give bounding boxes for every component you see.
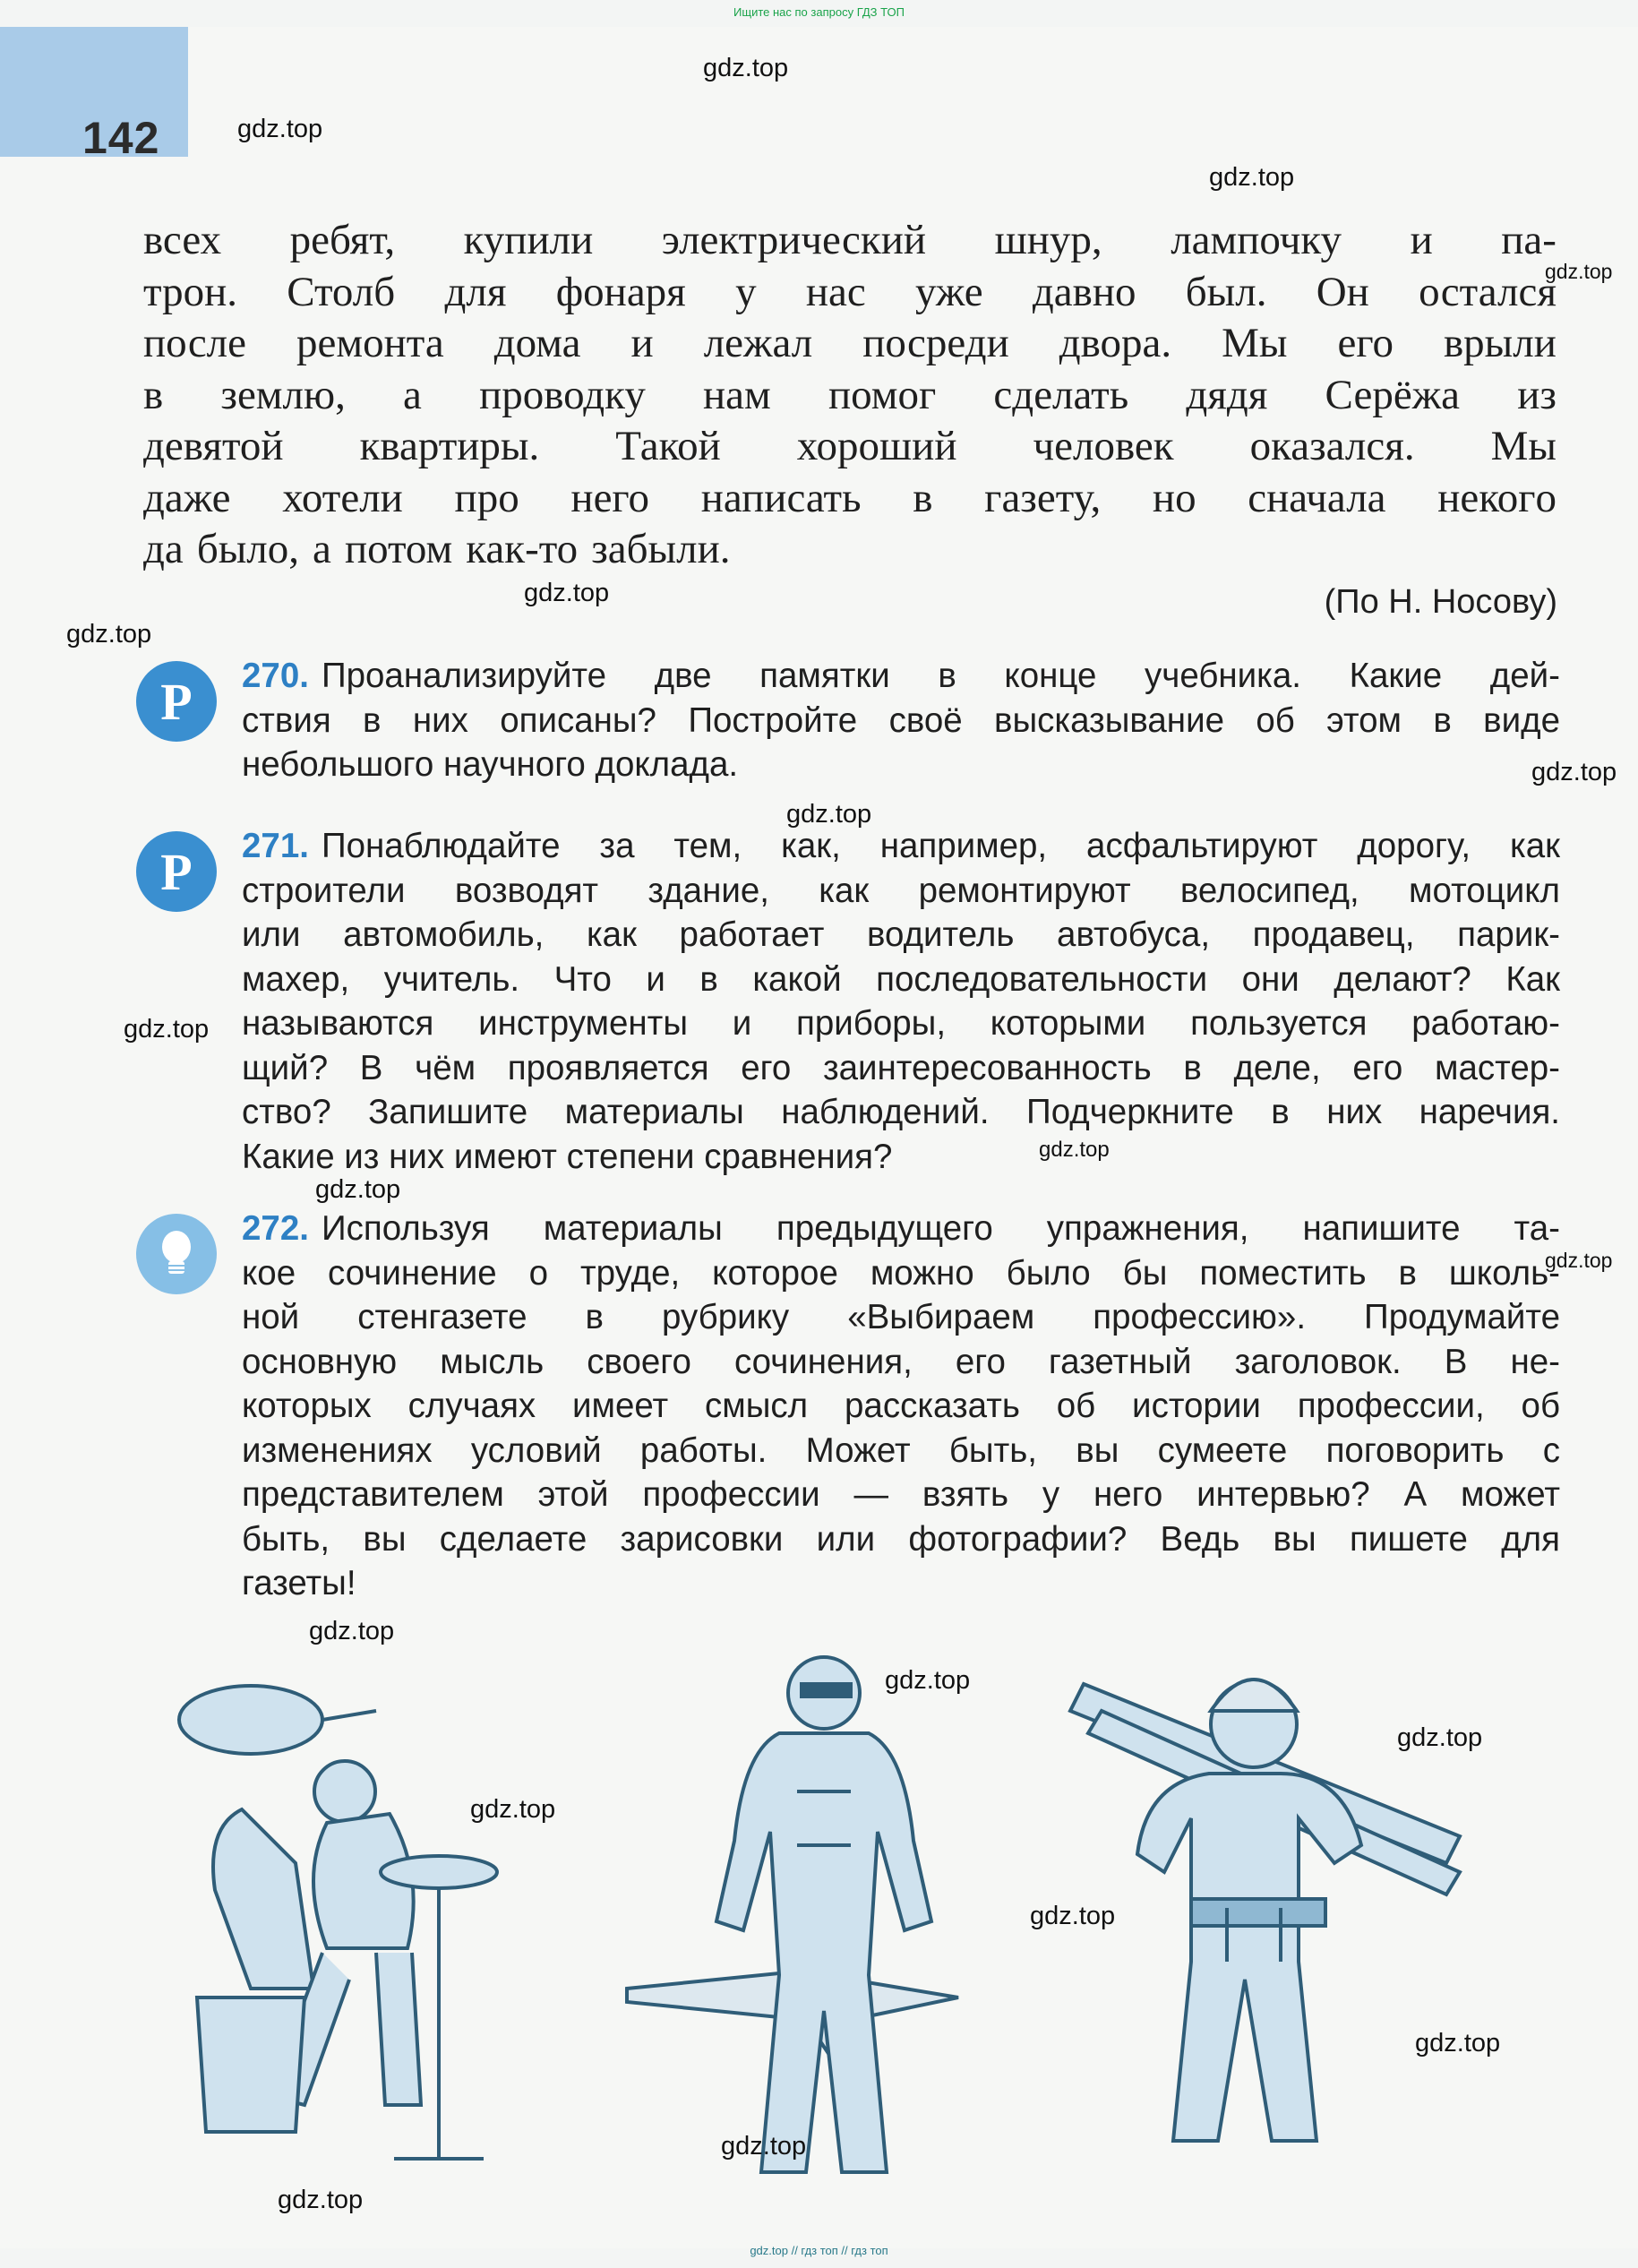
- exercise-line-text: кое сочинение о труде, которое можно было бы поместить в школь-: [242, 1253, 1560, 1293]
- watermark: gdz.top: [66, 620, 152, 649]
- story-word: а: [313, 526, 331, 572]
- watermark: gdz.top: [885, 1666, 971, 1695]
- exercise-271: [136, 824, 1560, 1191]
- exercise-line-text: ствия в них описаны? Постройте своё высказывание об этом в виде: [242, 700, 1560, 740]
- story-word: человек: [1033, 423, 1174, 469]
- exercise-line-text: или автомобиль, как работает водитель автобуса, продавец, парик-: [242, 915, 1560, 954]
- exercise-line-text: ной стенгазете в рубрику «Выбираем профессию». Продумайте: [242, 1298, 1560, 1336]
- bottom-banner[interactable]: gdz.top // гдз топ // гдз топ: [750, 2244, 888, 2257]
- exercise-line-text: ство? Запишите материалы наблюдений. Подчеркните в них наречия.: [242, 1093, 1560, 1131]
- story-word: фонаря: [555, 268, 686, 315]
- exercise-line: [242, 1251, 1560, 1296]
- story-word: но: [1152, 474, 1196, 521]
- watermark: gdz.top: [1209, 163, 1295, 192]
- story-word: уже: [914, 268, 983, 315]
- story-word: Мы: [1222, 320, 1288, 366]
- story-word: сначала: [1248, 474, 1386, 521]
- story-word: ребят,: [289, 217, 396, 263]
- story-word: Столб: [287, 268, 396, 315]
- exercise-number: 270.: [242, 657, 309, 695]
- story-word: всех: [143, 217, 222, 263]
- exercise-number: 271.: [242, 827, 309, 865]
- exercise-line-text: представителем этой профессии — взять у него интервью? А может: [242, 1475, 1560, 1514]
- story-word: помог: [828, 371, 937, 418]
- story-line: [143, 473, 1557, 525]
- lightbulb-icon-svg: [154, 1227, 199, 1281]
- page-number: 142: [82, 113, 160, 163]
- story-word: Серёжа: [1325, 371, 1461, 418]
- exercise-text: [242, 1207, 1560, 1606]
- story-word: для: [444, 268, 507, 315]
- exercise-line-text: которых случаях имеет смысл рассказать об истории профессии, об: [242, 1387, 1560, 1425]
- story-line: [143, 524, 1557, 576]
- story-word: электрический: [661, 217, 927, 263]
- exercise-line: [242, 958, 1560, 1002]
- exercise-line-text: изменениях условий работы. Может быть, вы сумеете поговорить с: [242, 1430, 1560, 1470]
- lightbulb-icon: [136, 1214, 217, 1294]
- story-word: шнур,: [994, 217, 1102, 263]
- exercise-line: [242, 824, 1560, 869]
- story-word: Такой: [615, 423, 721, 469]
- story-word: нам: [703, 371, 771, 418]
- story-word: из: [1517, 371, 1557, 418]
- story-word: проводку: [479, 371, 646, 418]
- story-word: врыли: [1443, 320, 1557, 366]
- story-word: нас: [805, 268, 866, 315]
- story-word: двора.: [1059, 320, 1172, 366]
- story-word: у: [735, 268, 757, 315]
- story-word: ремонта: [296, 320, 444, 366]
- story-line: [143, 318, 1557, 370]
- story-word: Он: [1316, 268, 1369, 315]
- exercise-line: [242, 869, 1560, 914]
- story-word: сделать: [993, 371, 1129, 418]
- exercise-line: [242, 1001, 1560, 1046]
- story-word: лампочку: [1171, 217, 1342, 263]
- watermark: gdz.top: [721, 2132, 807, 2161]
- watermark: gdz.top: [124, 1015, 210, 1044]
- story-word: забыли.: [591, 526, 731, 572]
- watermark: gdz.top: [470, 1795, 556, 1824]
- exercise-line: [242, 1340, 1560, 1385]
- exercise-line: [242, 1207, 1560, 1251]
- story-word: газету,: [984, 474, 1102, 521]
- exercise-line: [242, 1517, 1560, 1562]
- story-word: квартиры.: [359, 423, 540, 469]
- story-text: [143, 215, 1557, 576]
- speech-badge-icon: Р: [136, 661, 217, 742]
- exercise-line: [242, 1295, 1560, 1340]
- story-word: потом: [344, 526, 453, 572]
- exercise-272: [136, 1207, 1560, 1619]
- exercise-number: 272.: [242, 1209, 309, 1248]
- story-word: трон.: [143, 268, 238, 315]
- watermark: gdz.top: [703, 54, 789, 82]
- story-word: было,: [196, 526, 300, 572]
- story-word: дома: [493, 320, 581, 366]
- story-word: хотели: [282, 474, 403, 521]
- story-word: дядя: [1186, 371, 1268, 418]
- story-word: некогo: [1437, 474, 1557, 521]
- exercise-line-text: быть, вы сделаете зарисовки или фотографии? Ведь вы пишете для: [242, 1519, 1560, 1559]
- dentist-illustration: [143, 1657, 609, 2195]
- exercise-line-text: строители возводят здание, как ремонтируют велосипед, мотоцикл: [242, 871, 1560, 910]
- exercise-line-text: махер, учитель. Что и в какой последовательности они делают? Как: [242, 959, 1560, 999]
- story-word: в: [913, 474, 933, 521]
- exercise-line-text: небольшого научного доклада.: [242, 745, 739, 784]
- story-word: написать: [700, 474, 862, 521]
- exercise-line-text: газеты!: [242, 1564, 356, 1602]
- watermark: gdz.top: [237, 115, 323, 143]
- speech-badge-icon: Р: [136, 831, 217, 912]
- watermark: gdz.top: [1545, 260, 1613, 283]
- story-word: девятой: [143, 423, 284, 469]
- watermark: gdz.top: [1545, 1249, 1613, 1272]
- exercise-line-text: называются инструменты и приборы, которыми пользуется работаю-: [242, 1004, 1560, 1043]
- story-word: как-то: [466, 526, 579, 572]
- story-word: был.: [1185, 268, 1267, 315]
- exercise-line: [242, 913, 1560, 958]
- watermark: gdz.top: [1415, 2029, 1501, 2058]
- story-word: даже: [143, 474, 231, 521]
- story-author: (По Н. Носову): [1324, 583, 1557, 621]
- story-word: хороший: [796, 423, 957, 469]
- exercise-line: [242, 699, 1560, 743]
- exercise-line: [242, 1046, 1560, 1091]
- watermark: gdz.top: [1030, 1902, 1116, 1930]
- exercise-line-text: щий? В чём проявляется его заинтересованность в деле, его мастер-: [242, 1048, 1560, 1087]
- exercise-text: [242, 824, 1560, 1179]
- exercise-line-text: Используя материалы предыдущего упражнения, напишите та-: [321, 1209, 1560, 1248]
- exercise-line-text: Какие из них имеют степени сравнения?: [242, 1137, 893, 1176]
- story-word: купили: [463, 217, 594, 263]
- story-word: Мы: [1490, 423, 1557, 469]
- watermark: gdz.top: [315, 1175, 401, 1204]
- pilot-illustration: [618, 1648, 1030, 2195]
- exercise-line: [242, 1090, 1560, 1135]
- story-word: па-: [1501, 217, 1557, 263]
- watermark: gdz.top: [278, 2186, 364, 2214]
- story-word: да: [143, 526, 184, 572]
- story-word: остался: [1419, 268, 1557, 315]
- story-line: [143, 421, 1557, 473]
- story-word: в: [143, 371, 164, 418]
- story-word: после: [143, 320, 246, 366]
- exercise-text: [242, 654, 1560, 787]
- story-word: про: [454, 474, 519, 521]
- story-word: него: [570, 474, 650, 521]
- story-word: и: [630, 320, 654, 366]
- story-word: оказался.: [1249, 423, 1415, 469]
- exercise-line: [242, 654, 1560, 699]
- story-line: [143, 215, 1557, 267]
- top-banner[interactable]: Ищите нас по запросу ГДЗ ТОП: [733, 5, 905, 19]
- story-word: а: [403, 371, 422, 418]
- exercise-line: [242, 1473, 1560, 1517]
- exercise-line: [242, 1429, 1560, 1473]
- exercise-line-text: Понаблюдайте за тем, как, например, асфальтируют дорогу, как: [321, 827, 1560, 865]
- story-word: лежал: [703, 320, 813, 366]
- watermark: gdz.top: [1039, 1138, 1110, 1162]
- story-word: и: [1410, 217, 1433, 263]
- story-line: [143, 370, 1557, 422]
- story-word: его: [1337, 320, 1394, 366]
- watermark: gdz.top: [1397, 1723, 1483, 1752]
- exercise-line: [242, 1135, 1560, 1180]
- watermark: gdz.top: [1531, 758, 1617, 786]
- exercise-line-text: основную мысль своего сочинения, его газетный заголовок. В не-: [242, 1342, 1560, 1381]
- exercise-line: [242, 1384, 1560, 1429]
- exercise-270: [136, 654, 1560, 797]
- watermark: gdz.top: [309, 1617, 395, 1645]
- story-word: давно: [1032, 268, 1136, 315]
- watermark: gdz.top: [786, 800, 872, 829]
- watermark: gdz.top: [524, 579, 610, 607]
- exercise-line-text: Проанализируйте две памятки в конце учебника. Какие дей-: [321, 657, 1560, 695]
- exercise-line: [242, 743, 1560, 787]
- exercise-line: [242, 1561, 1560, 1606]
- story-line: [143, 267, 1557, 319]
- story-word: землю,: [220, 371, 346, 418]
- story-word: посреди: [862, 320, 1009, 366]
